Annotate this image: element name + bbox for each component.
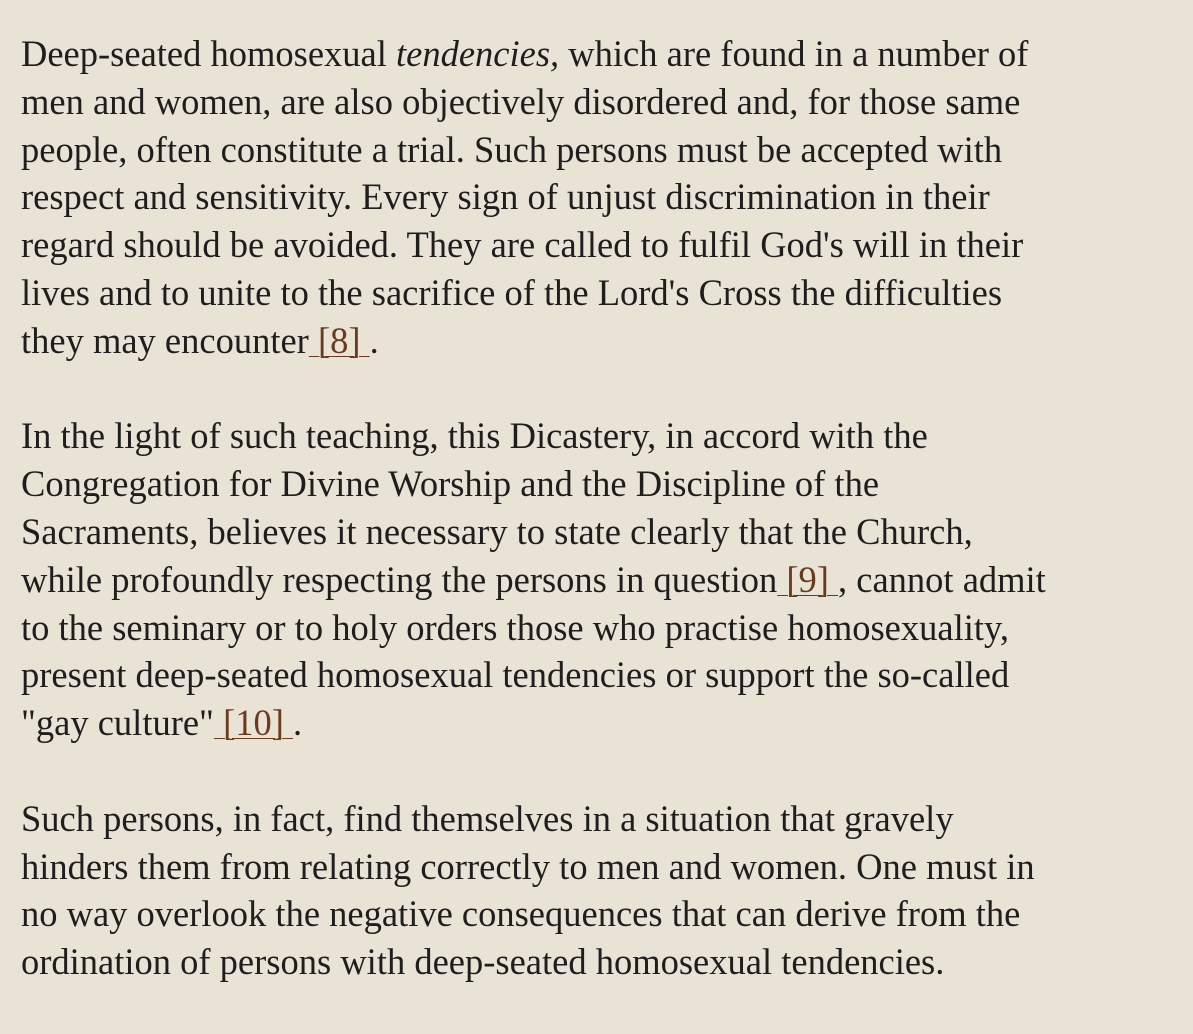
text-line: respect and sensitivity. Every sign of unjust discrimination in their <box>21 176 990 218</box>
text-line: ordination of persons with deep-seated homosexual tendencies. <box>21 941 945 983</box>
text-line: men and women, are also objectively disordered and, for those same <box>21 80 1021 122</box>
text-line: to the seminary or to holy orders those who practise homosexuality, <box>21 606 1009 648</box>
text-line: Deep-seated homosexual tendencies, which are found in a number of <box>21 33 1029 74</box>
text-line: people, often constitute a trial. Such persons must be accepted with <box>21 128 1003 170</box>
text-line: Such persons, in fact, find themselves in a situation that gravely <box>21 797 954 839</box>
text-line: "gay culture" [10] . <box>21 702 303 744</box>
document-body <box>21 30 1171 986</box>
emphasis-text: tendencies, <box>396 33 560 74</box>
text-line: they may encounter [8] . <box>21 319 379 361</box>
footnote-link-9[interactable]: [9] <box>777 558 839 600</box>
text-line: lives and to unite to the sacrifice of the Lord's Cross the difficulties <box>21 271 1003 313</box>
text-line: In the light of such teaching, this Dicastery, in accord with the <box>21 415 928 457</box>
text-line: hinders them from relating correctly to men and women. One must in <box>21 845 1035 887</box>
footnote-link-10[interactable]: [10] <box>213 702 294 744</box>
footnote-link-8[interactable]: [8] <box>308 319 370 361</box>
text-line: Congregation for Divine Worship and the Discipline of the <box>21 463 880 505</box>
text-line: Sacraments, believes it necessary to state clearly that the Church, <box>21 510 973 552</box>
text-line: regard should be avoided. They are called to fulfil God's will in their <box>21 224 1024 266</box>
paragraph-2 <box>21 412 1171 747</box>
text-line: no way overlook the negative consequences that can derive from the <box>21 893 1021 935</box>
paragraph-1 <box>21 30 1171 365</box>
text-line: present deep-seated homosexual tendencies or support the so-called <box>21 654 1010 696</box>
text-line: while profoundly respecting the persons in question [9] , cannot admit <box>21 558 1046 600</box>
paragraph-3 <box>21 795 1171 986</box>
